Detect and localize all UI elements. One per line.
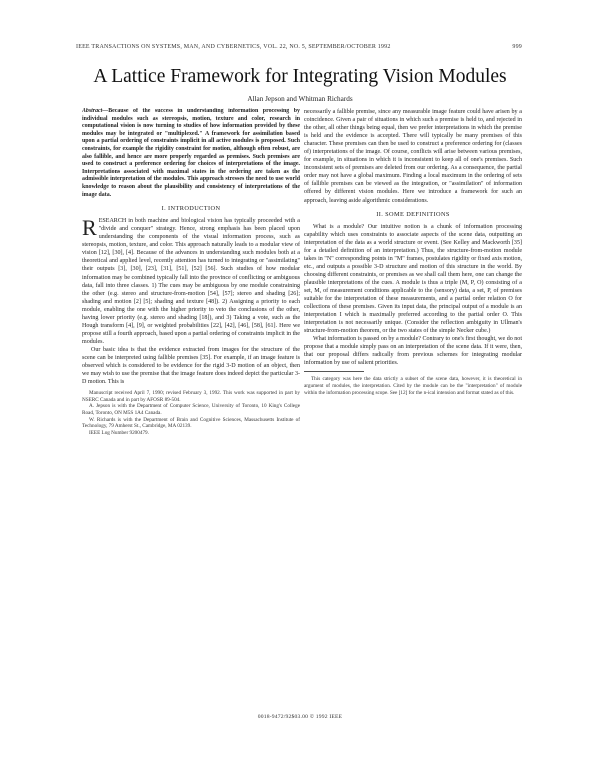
page-number: 999: [512, 44, 522, 50]
abstract-text: Because of the success in understanding information processing by individual modules such as stereopsis, motion, texture and color, research in computational vision is now turning to studies of how information provided by these modules may be integrated or "multiplexed." A framework for assimilation based upon a partial ordering of constraints implicit in all active modules is proposed. Such constraints, for example the rigidity constraint for motion, although often robust, are also fallible, and hence are more properly regarded as premises. Such premises are used to construct a preference ordering for choices of interpretations of the image. Interpretations associated with maximal states in the ordering are taken as the admissible interpretation of the modules. This approach stresses the need to use world knowledge to reason about the plausibility and consistency of interpretations of the image data.: [82, 108, 300, 198]
intro-paragraph-2: Our basic idea is that the evidence extracted from images for the structure of the scene can be interpreted using fallible premises [35]. For example, if an image feature is observed which is considered to be evidence for the rigid 3-D motion of an object, then we may wish to use the premise that the image feature does indeed depict the particular 3-D motion. This is: [82, 346, 300, 386]
footnote-jepson: A. Jepson is with the Department of Computer Science, University of Toronto, 10 King's College Road, Toronto, ON M5S 1A4 Canada.: [82, 403, 300, 416]
abstract: [82, 108, 300, 199]
footnote-right-text: This category was here the data strictly a subset of the scene data, however, it is theoretical in argument of modules, the interpretation. Cited by the module can be the "interpretation" of module within the information processing scope. See [12] for the n-ical intension and format stated as of this.: [304, 376, 522, 396]
paper-title: A Lattice Framework for Integrating Vision Modules: [93, 66, 507, 87]
section-heading-definitions: II. SOME DEFINITIONS: [376, 210, 450, 218]
footnotes-left: [82, 390, 300, 436]
footnote-right: [304, 376, 522, 396]
copyright-id: 0018-9472/92$03.00 © 1992 IEEE: [257, 714, 343, 720]
journal-header: IEEE TRANSACTIONS ON SYSTEMS, MAN, AND CYBERNETICS, VOL. 22, NO. 5, SEPTEMBER/OCTOBER 1992: [76, 44, 391, 50]
intro-paragraph-1-text: ESEARCH in both machine and biological vision has typically proceeded with a "divide and conquer" strategy. Hence, strong emphasis has been placed upon understanding the components of the visual information process, such as stereopsis, motion, texture, and color. This approach naturally leads to a modular view of vision [12], [30], [4]. Because of the advances in understanding such modules both at a theoretical and applied level, recently attention has turned to integrating or "assimilating" their outputs [3], [30], [23], [31], [51], [52] [56]. Such studies of how modular information may be combined typically fall into the province of conflicting or ambiguous data, fall into three classes. 1) The cues may be ambiguous by one module constraining the other (e.g. stereo and structure-from-motion [54], [57]; stereo and shading [26]; shading and motion [2] [5]; shading and texture [48]). 2) Assigning a priority to each module, enabling the one with the higher priority to veto the conclusions of the other, having lower priority (e.g. stereo and shading [18]), and 3) Taking a vote, such as the Hough transform [4], [9], or weighted probabilities [22], [42], [46], [58], [61]. Here we propose still a fourth approach, based upon a partial ordering of constraints implicit in the modules.: [82, 218, 300, 345]
left-column: [82, 108, 300, 708]
right-paragraph-3: What information is passed on by a module? Contrary to one's first thought, we do not propose that a module simply pass on an interpretation of the scene data. If it were, then, that our proposal differs radically from previous schemes for integrating modular information by use of salient priorities.: [304, 336, 522, 367]
running-head: [76, 44, 522, 50]
footnote-manuscript: Manuscript received April 7, 1990; revised February 3, 1992. This work was supported in part by NSERC Canada and in part by AFOSR 89-504.: [82, 390, 300, 403]
paper-authors: Allan Jepson and Whitman Richards: [247, 95, 353, 103]
intro-paragraph-1: [82, 217, 300, 346]
footnote-richards: W. Richards is with the Department of Brain and Cognitive Sciences, Massachusetts Institute of Technology, 79 Amherst St., Cambridge, MA 02139.: [82, 416, 300, 430]
right-column: [304, 108, 522, 720]
drop-cap: R: [82, 215, 97, 241]
footnote-rule: [304, 371, 364, 372]
abstract-label: Abstract—: [82, 108, 109, 114]
section-heading-introduction: I. INTRODUCTION: [161, 205, 221, 213]
right-paragraph-2: What is a module? Our intuitive notion is a chunk of information processing capability which uses constraints to associate aspects of the scene data, outputting an interpretation of the data as a world structure or event. (See Kelley and Mackworth [35] for a detailed definition of an interpretation.) Thus, the structure-from-motion module takes in "N" corresponding points in "M" frames, postulates rigidity or fixed axis motion, etc., and outputs a possible 3-D structure and motion of this structure in the world. By choosing different constraints, or premises as we shall call them here, one can change the plausible interpretations of the cues. A module is thus a triple (M, P, O) consisting of a set, M, of measurement conditions applicable to the (sensory) data, a set, P, of premises suitable for the interpretation of these measurements, and a partial order relation O for collections of these premises. Given its input data, the principal output of a module is an interpretation I which is maximally preferred according to the partial order O. This interpretation is not necessarily unique. (Consider the reflection ambiguity in Ullman's structure-from-motion theorem, or the two states of the simple Necker cube.): [304, 223, 522, 335]
right-paragraph-1: necessarily a fallible premise, since any measurable image feature could have arisen by a coincidence. Given a pair of situations in which such a premise is held to, and rejected in the other, all other things being equal, then we prefer interpretations in which the premise is held and the evidence is accepted. There will typically be many premises of this character. These premises can then be used to construct a preference ordering for (classes of) interpretations of the image. Of course, conflicts will arise between various premises, for example, in situations in which it is inconsistent to keep all of one's premises. Such inconsistent sets of premises are deleted from our ordering. As a consequence, the partial order may not have a global maximum. Finding a local maximum in the ordering of sets of fallible premises can be viewed as the integration, or "assimilation" of information offered by different vision modules. Here we introduce a framework for such an approach, leaving aside algorithmic considerations.: [304, 109, 522, 204]
footnote-ieee-log: IEEE Log Number 9200479.: [89, 429, 149, 436]
